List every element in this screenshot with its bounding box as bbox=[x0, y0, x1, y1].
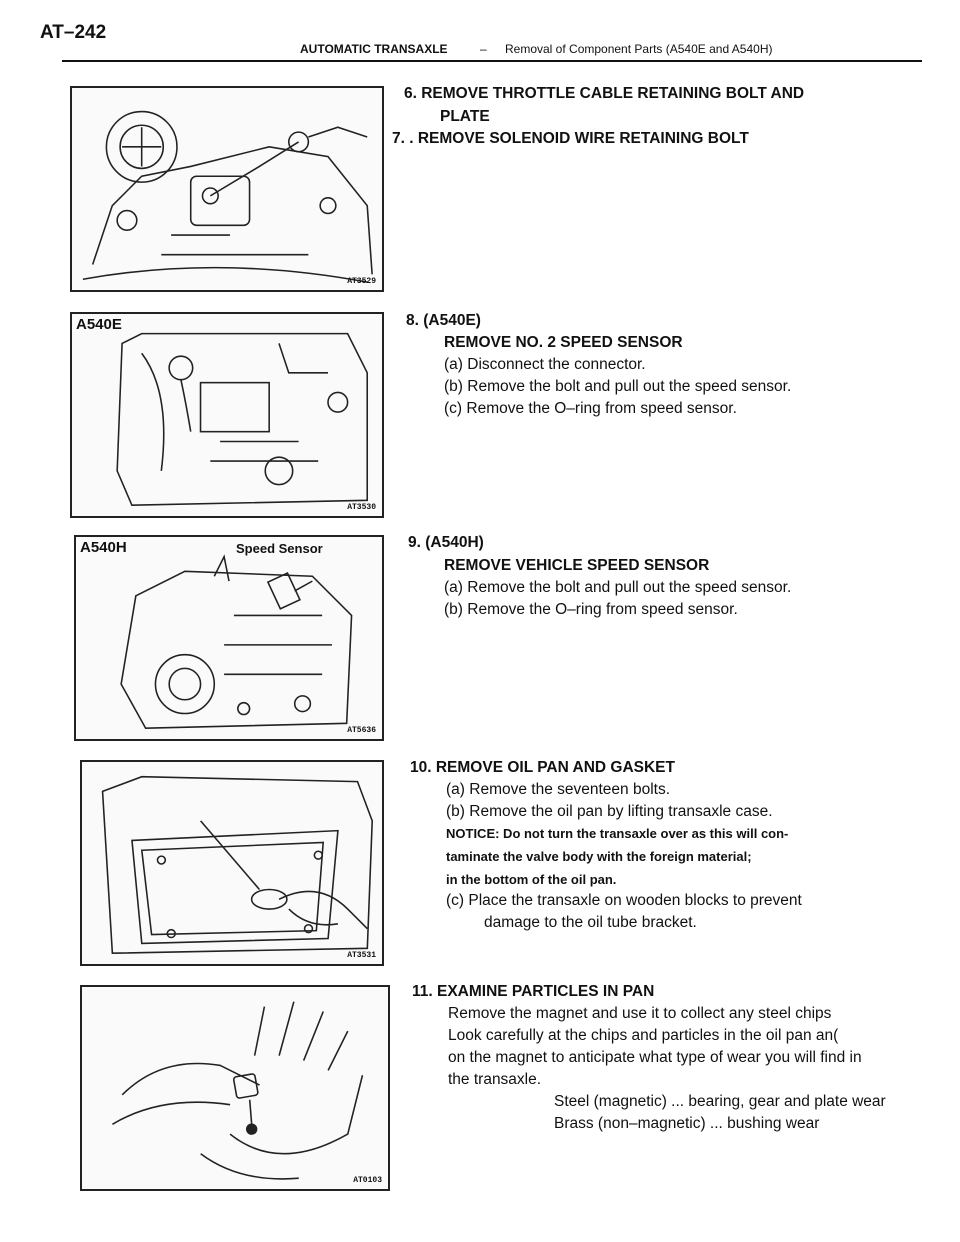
step-6-line1: 6. REMOVE THROTTLE CABLE RETAINING BOLT AND bbox=[404, 85, 805, 102]
step-6-line2: PLATE bbox=[440, 108, 490, 125]
hand-magnet-illustration bbox=[82, 987, 388, 1189]
step-10-notice-3: in the bottom of the oil pan. bbox=[446, 872, 617, 887]
a540e-illustration bbox=[72, 314, 382, 516]
figure-a540e-speed-sensor bbox=[70, 312, 384, 518]
step-9-number: 9. (A540H) bbox=[408, 534, 484, 551]
step-8-c: (c) Remove the O–ring from speed sensor. bbox=[444, 400, 737, 417]
figure-code: AT0103 bbox=[353, 1176, 382, 1185]
step-10-c-2: damage to the oil tube bracket. bbox=[484, 914, 697, 931]
figure-code: AT3530 bbox=[347, 503, 376, 512]
step-9-title: REMOVE VEHICLE SPEED SENSOR bbox=[444, 557, 710, 574]
figure-a540h-speed-sensor bbox=[74, 535, 384, 741]
step-10-b: (b) Remove the oil pan by lifting transaxle case. bbox=[446, 803, 773, 820]
figure-code: AT3531 bbox=[347, 951, 376, 960]
step-10-title: 10. REMOVE OIL PAN AND GASKET bbox=[410, 759, 675, 776]
header-separator: – bbox=[480, 42, 487, 56]
page-number: AT–242 bbox=[40, 22, 107, 43]
speed-sensor-callout: Speed Sensor bbox=[236, 541, 323, 556]
step-10-notice-2: taminate the valve body with the foreign material; bbox=[446, 849, 752, 864]
step-8-a: (a) Disconnect the connector. bbox=[444, 356, 646, 373]
header-rule bbox=[62, 60, 922, 62]
figure-code: AT5636 bbox=[347, 726, 376, 735]
step-10-c-1: (c) Place the transaxle on wooden blocks to prevent bbox=[446, 892, 802, 909]
step-7: 7. . REMOVE SOLENOID WIRE RETAINING BOLT bbox=[392, 130, 749, 147]
transaxle-illustration bbox=[72, 88, 382, 290]
step-8-b: (b) Remove the bolt and pull out the speed sensor. bbox=[444, 378, 792, 395]
step-11-line4: the transaxle. bbox=[448, 1071, 542, 1088]
step-9-a: (a) Remove the bolt and pull out the speed sensor. bbox=[444, 579, 792, 596]
header-title: AUTOMATIC TRANSAXLE bbox=[300, 42, 448, 56]
step-8-number: 8. (A540E) bbox=[406, 312, 481, 329]
step-11-line1: Remove the magnet and use it to collect any steel chips bbox=[448, 1005, 832, 1022]
header-subtitle: Removal of Component Parts (A540E and A540H) bbox=[505, 42, 773, 56]
figure-model-label: A540E bbox=[76, 316, 122, 333]
step-9-b: (b) Remove the O–ring from speed sensor. bbox=[444, 601, 738, 618]
step-11-title: 11. EXAMINE PARTICLES IN PAN bbox=[412, 983, 655, 1000]
step-8-title: REMOVE NO. 2 SPEED SENSOR bbox=[444, 334, 683, 351]
figure-particles-in-pan bbox=[80, 985, 390, 1191]
a540h-illustration bbox=[76, 537, 382, 739]
step-11-line6: Brass (non–magnetic) ... bushing wear bbox=[554, 1115, 820, 1132]
step-10-notice-1: NOTICE: Do not turn the transaxle over as this will con- bbox=[446, 826, 789, 841]
step-11-line3: on the magnet to anticipate what type of wear you will find in bbox=[448, 1049, 862, 1066]
step-11-line2: Look carefully at the chips and particles in the oil pan an( bbox=[448, 1027, 839, 1044]
step-11-line5: Steel (magnetic) ... bearing, gear and plate wear bbox=[554, 1093, 886, 1110]
figure-model-label: A540H bbox=[80, 539, 127, 556]
figure-oil-pan bbox=[80, 760, 384, 966]
figure-code: AT3529 bbox=[347, 277, 376, 286]
oil-pan-illustration bbox=[82, 762, 382, 964]
figure-throttle-cable bbox=[70, 86, 384, 292]
step-10-a: (a) Remove the seventeen bolts. bbox=[446, 781, 671, 798]
